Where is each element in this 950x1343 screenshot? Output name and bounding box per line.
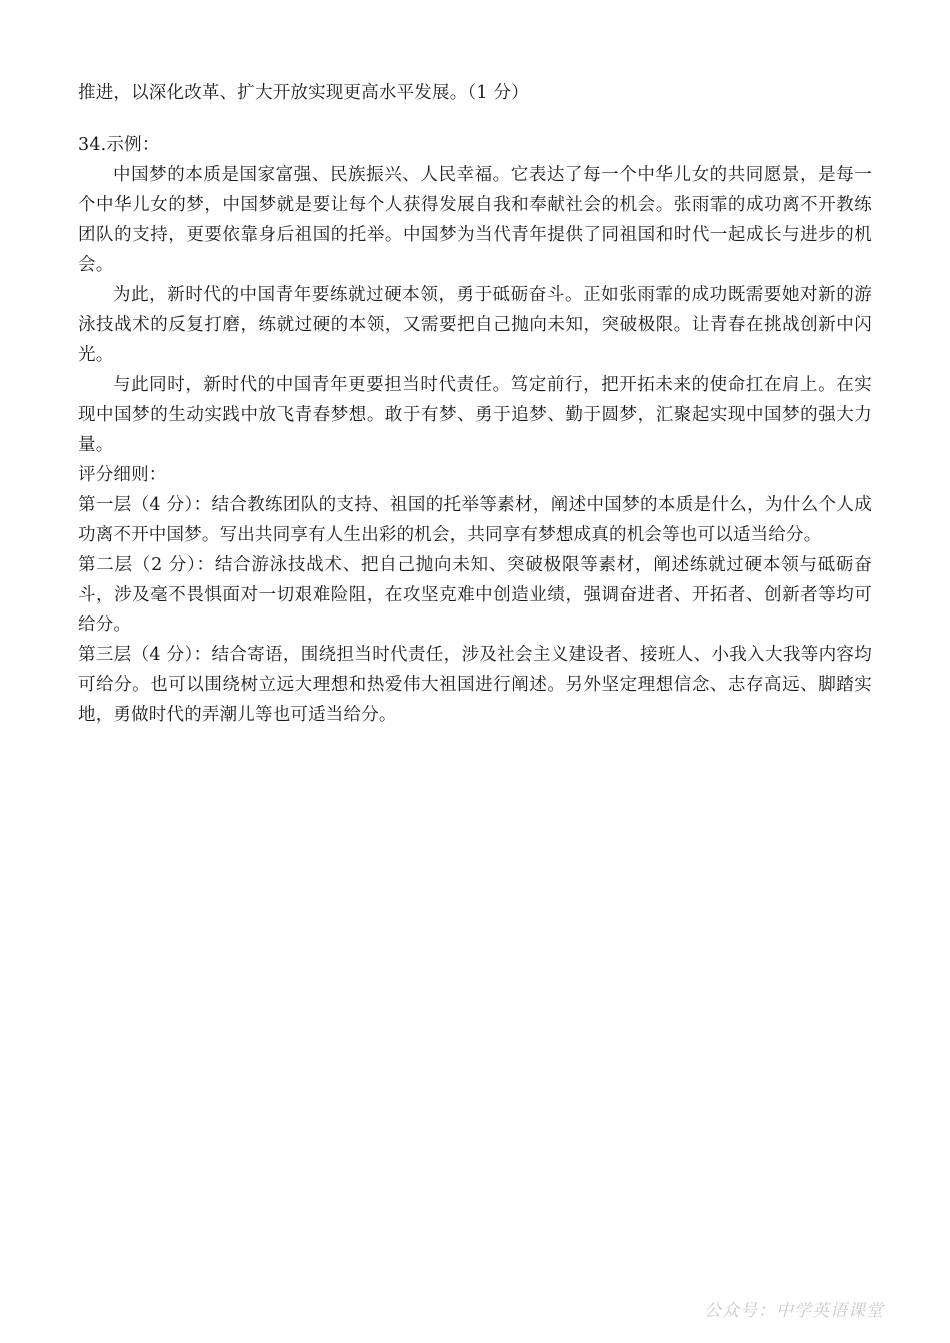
answer-paragraph-2: 为此，新时代的中国青年要练就过硬本领，勇于砥砺奋斗。正如张雨霏的成功既需要她对新的游泳技战术的反复打磨，练就过硬的本领，又需要把自己抛向未知，突破极限。让青春在挑战创新中闪光。 [78, 285, 872, 365]
top-line: 推进，以深化改革、扩大开放实现更高水平发展。（1 分） [78, 83, 529, 103]
scoring-item-3: 第三层（4 分）：结合寄语，围绕担当时代责任，涉及社会主义建设者、接班人、小我入大我等内容均可给分。也可以围绕树立远大理想和热爱伟大祖国进行阐述。另外坚定理想信念、志存高远、脚踏实地，勇做时代的弄潮儿等也可适当给分。 [78, 645, 872, 725]
scoring-item-2: 第二层（2 分）：结合游泳技战术、把自己抛向未知、突破极限等素材，阐述练就过硬本领与砥砺奋斗，涉及毫不畏惧面对一切艰难险阻，在攻坚克难中创造业绩，强调奋进者、开拓者、创新者等均可给分。 [78, 555, 872, 635]
answer-paragraph-1: 中国梦的本质是国家富强、民族振兴、人民幸福。它表达了每一个中华儿女的共同愿景，是每一个中华儿女的梦，中国梦就是要让每个人获得发展自我和奉献社会的机会。张雨霏的成功离不开教练团队的支持，更要依靠身后祖国的托举。中国梦为当代青年提供了同祖国和时代一起成长与进步的机会。 [78, 165, 872, 275]
question-heading: 34.示例： [78, 135, 160, 155]
spacer [78, 108, 872, 130]
document-page [78, 78, 872, 730]
watermark-text: 公众号：中学英语课堂 [704, 1301, 884, 1321]
answer-paragraph-3: 与此同时，新时代的中国青年更要担当时代责任。笃定前行，把开拓未来的使命扛在肩上。在实现中国梦的生动实践中放飞青春梦想。敢于有梦、勇于追梦、勤于圆梦，汇聚起实现中国梦的强大力量。 [78, 375, 872, 455]
scoring-item-1: 第一层（4 分）：结合教练团队的支持、祖国的托举等素材，阐述中国梦的本质是什么，为什么个人成功离不开中国梦。写出共同享有人生出彩的机会，共同享有梦想成真的机会等也可以适当给分。 [78, 495, 872, 545]
scoring-heading: 评分细则： [78, 465, 167, 485]
